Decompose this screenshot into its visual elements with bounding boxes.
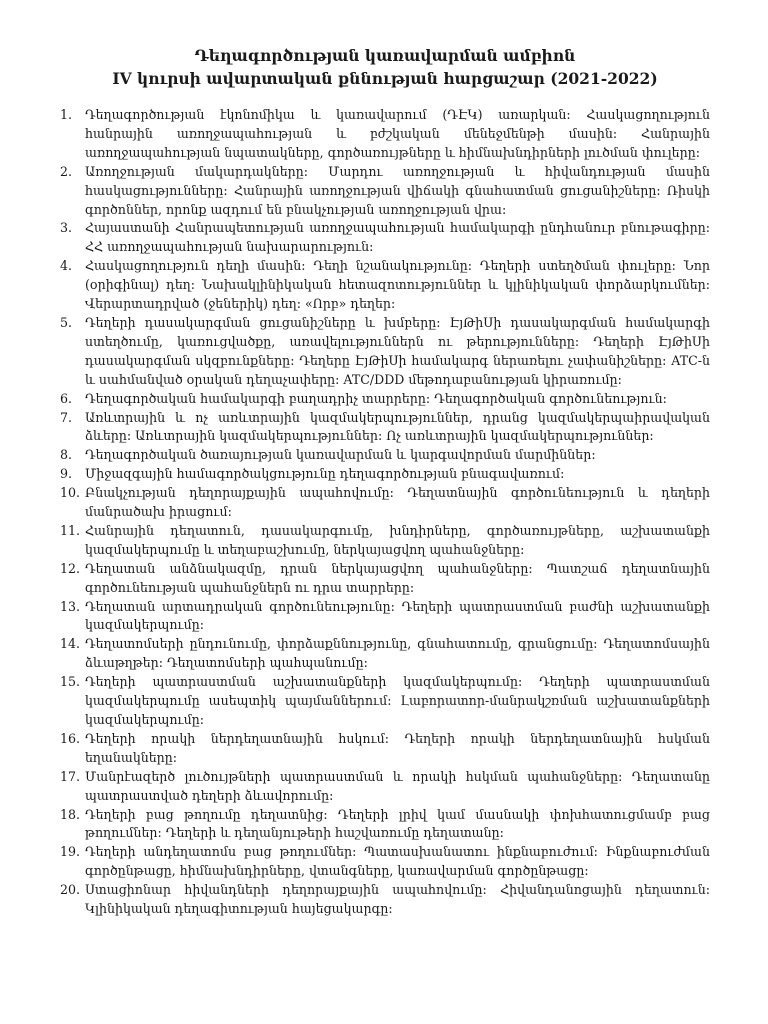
question-list	[60, 106, 710, 919]
question-item	[60, 673, 710, 730]
question-item	[60, 768, 710, 806]
question-text: Բնակչության դեղորայքային ապահովումը: Դեղատնային գործունեություն և դեղերի մանրածախ իրացում:	[85, 485, 710, 520]
question-text: Դեղատան անձնակազմը, դրան ներկայացվող պահանջները: Պատշաճ դեղատնային գործունեության պահանջներն ու դրա տարրերը:	[85, 560, 710, 595]
document-title: Դեղագործության կառավարման ամբիոն	[194, 46, 576, 65]
question-text: Առևտրային և ոչ առևտրային կազմակերպություններ, դրանց կազմակերպաիրավական ձևերը: Առևտրային կազմակերպություններ: Ոչ առևտրային կազմակերպություններ:	[85, 409, 710, 444]
question-item	[60, 390, 710, 409]
question-number: 11.	[60, 522, 81, 538]
question-item	[60, 730, 710, 768]
question-text: Մանրէազերծ լուծույթների պատրաստման և որակի հսկման պահանջները: Դեղատանը պատրաստված դեղերի ձևավորումը:	[85, 768, 710, 803]
question-number: 17.	[60, 768, 81, 784]
question-text: Դեղերի պատրաստման աշխատանքների կազմակերպումը: Դեղերի պատրաստման կազմակերպումը ասեպտիկ պայմաններում: Լաբորատոր-մանրակշռման աշխատանքների կազմակերպումը:	[85, 674, 710, 727]
question-number: 8.	[60, 447, 73, 463]
question-text: Ստացիոնար հիվանդների դեղորայքային ապահովումը: Հիվանդանոցային դեղատուն: Կլինիկական դեղագիտության հայեցակարգը:	[85, 882, 710, 917]
question-item	[60, 635, 710, 673]
question-text: Միջազգային համագործակցությունը դեղագործության բնագավառում:	[85, 466, 565, 482]
question-text: Հայաստանի Հանրապետության առողջապահության համակարգի ընդհանուր բնութագիրը: ՀՀ առողջապահության նախարարություն:	[85, 220, 710, 255]
question-number: 15.	[60, 674, 81, 690]
question-text: Հասկացողություն դեղի մասին: Դեղի նշանակությունը: Դեղերի ստեղծման փուլերը: Նոր (օրիգինալ) դեղ: Նախակլինիկական հետազոտություններ և կլինիկական փորձարկումներ: Վերարտադրված (ջեներիկ) դեղ: «Որբ» դեղեր:	[85, 258, 710, 312]
question-number: 7.	[60, 409, 73, 425]
question-text: Դեղատան արտադրական գործունեությունը: Դեղերի պատրաստման բաժնի աշխատանքի կազմակերպումը:	[85, 598, 710, 633]
question-number: 2.	[60, 163, 73, 179]
question-text: Հանրային դեղատուն, դասակարգումը, խնդիրները, գործառույթները, աշխատանքի կազմակերպումը և տեղաբաշխումը, ներկայացվող պահանջները:	[85, 522, 710, 557]
question-number: 3.	[60, 220, 73, 236]
question-number: 4.	[60, 258, 73, 274]
question-number: 1.	[60, 107, 73, 122]
question-number: 10.	[60, 485, 81, 501]
question-item	[60, 219, 710, 257]
question-text: Դեղերի դասակարգման ցուցանիշները և խմբերը: ԷյԹիՍի դասակարգման համակարգի ստեղծումը, կառուցվածքը, առավելություններն ու թերությունները: Դեղերի ԷյԹիՍի դասակարգման սկզբունքները: Դեղերը ԷյԹիՍի համակարգ ներառելու չափանիշները: ATC-ն և սահմանված օրական դեղաչափերը: ATC/DDD մեթոդաբանության կիրառումը:	[85, 314, 710, 387]
question-number: 14.	[60, 636, 81, 652]
question-text: Դեղագործության էկոնոմիկա և կառավարում (ԴԷԿ) առարկան: Հասկացողություն հանրային առողջապահության և բժշկական մենեջմենթի մասին: Հանրային առողջապահության նպատակները, գործառույթները և հիմնախնդիրների լուծման փուլերը:	[85, 107, 710, 160]
question-text: Դեղերի բաց թողումը դեղատնից: Դեղերի լրիվ կամ մասնակի փոխհատուցմամբ բաց թողումներ: Դեղերի և դեղանյութերի հաշվառումը դեղատանը:	[85, 806, 710, 841]
question-item	[60, 806, 710, 844]
question-item	[60, 598, 710, 636]
question-number: 6.	[60, 390, 73, 406]
question-item	[60, 522, 710, 560]
question-text: Դեղատոմսերի ընդունումը, փորձաքննությունը, գնահատումը, գրանցումը: Դեղատոմսային ձևաթղթեր: Դեղատոմսերի պահպանումը:	[85, 636, 710, 671]
question-item	[60, 257, 710, 314]
question-item	[60, 560, 710, 598]
question-number: 19.	[60, 844, 81, 860]
question-item	[60, 314, 710, 390]
question-number: 5.	[60, 314, 73, 330]
document-subtitle: IV կուրսի ավարտական քննության հարցաշար (2021-2022)	[112, 69, 658, 88]
question-number: 20.	[60, 882, 81, 898]
question-number: 16.	[60, 730, 81, 746]
question-text: Առողջության մակարդակները: Մարդու առողջության և հիվանդության մասին հասկացությունները: Հանրային առողջության վիճակի գնահատման ցուցանիշները: Ռիսկի գործոններ, որոնք ազդում են բնակչության առողջության վրա:	[85, 163, 710, 217]
question-number: 13.	[60, 598, 81, 614]
question-text: Դեղերի որակի ներդեղատնային հսկում: Դեղերի որակի ներդեղատնային հսկման եղանակները:	[85, 730, 710, 765]
question-text: Դեղագործական համակարգի բաղադրիչ տարրերը: Դեղագործական գործունեություն:	[85, 390, 667, 406]
question-number: 18.	[60, 806, 81, 822]
question-text: Դեղագործական ծառայության կառավարման և կարգավորման մարմիններ:	[85, 447, 596, 463]
question-text: Դեղերի անդեղատոմս բաց թողումներ: Պատասխանատու ինքնաբուժում: Ինքնաբուժման գործընթացը, հիմնախնդիրները, վտանգները, կառավարման գործընթացը:	[85, 844, 710, 879]
document-header	[60, 44, 710, 90]
question-item	[60, 409, 710, 447]
question-item	[60, 843, 710, 881]
question-item	[60, 484, 710, 522]
question-item	[60, 446, 710, 465]
question-item	[60, 163, 710, 220]
question-number: 9.	[60, 466, 73, 482]
question-item	[60, 465, 710, 484]
question-item	[60, 106, 710, 163]
question-item	[60, 881, 710, 919]
question-number: 12.	[60, 560, 81, 576]
